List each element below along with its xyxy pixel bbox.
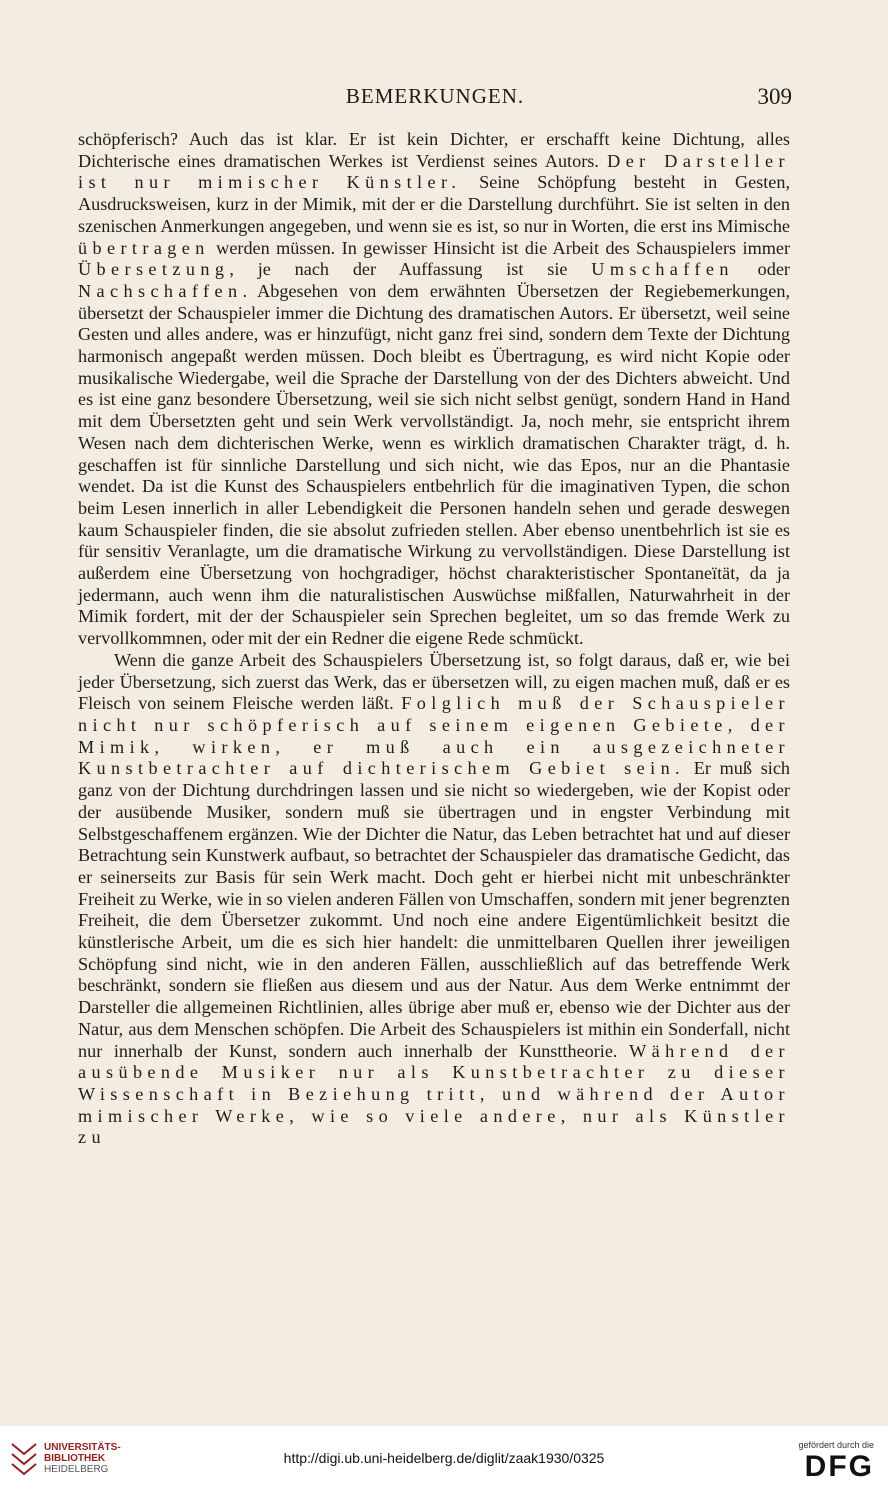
running-title: BEMERKUNGEN. xyxy=(345,84,525,108)
library-name: UNIVERSITÄTS- BIBLIOTHEK HEIDELBERG xyxy=(44,1442,121,1475)
text-run: , je nach der Auffassung ist sie xyxy=(229,259,592,280)
spaced-emphasis: Folglich muß der Schauspieler nicht nur schöpferisch auf seinem eigenen Gebiete, der Mimik, wirken, er muß auch ein ausgezeichneter Kunstbetrachter auf dichterischem Gebiet sein. xyxy=(78,693,790,779)
funder-block xyxy=(798,1440,874,1484)
page-number: 309 xyxy=(757,84,792,109)
funded-by-label: gefördert durch die xyxy=(798,1440,874,1450)
body-text xyxy=(78,129,790,1149)
text-run: Er muß sich ganz von der Dichtung durchdringen lassen und sie nicht so wiedergeben, wie der Kopist oder der ausübende Musiker, sondern muß sie übertragen und in engster Verbindung mit Selbstgeschaffenem ergänzen. Wie der Dichter die Natur, das Leben betrachtet hat und auf dieser Betrachtung sein Kunstwerk aufbaut, so betrachtet der Schauspieler das dramatische Gedicht, das er seinerseits zur Basis für sein Werk macht. Doch geht er hierbei nicht mit unbeschränkter Freiheit zu Werke, wie in so vielen anderen Fällen von Umschaffen, sondern mit jener begrenzten Freiheit, die dem Übersetzer zukommt. Und noch eine andere Eigentümlichkeit besitzt die künstlerische Arbeit, um die es sich hier handelt: die unmittelbaren Quellen ihrer jeweiligen Schöpfung sind nicht, wie in den anderen Fällen, ausschließlich auf das betreffende Werk beschränkt, sondern sie fließen aus diesem und aus der Natur. Aus dem Werke entnimmt der Darsteller die allgemeinen Richtlinien, alles übrige aber muß er, ebenso wie der Dichter aus der Natur, aus dem Menschen schöpfen. Die Arbeit des Schauspielers ist mithin ein Sonderfall, nicht nur innerhalb der Kunst, sondern auch innerhalb der Kunsttheorie. xyxy=(78,758,790,1061)
spaced-emphasis: Übersetzung xyxy=(78,259,230,280)
text-run: Wenn die ganze Arbeit des Schauspielers Übersetzung ist, so folgt daraus, daß er, wie bei jeder Übersetzung, sich zuerst das Werk, das er übersetzen will, zu eigen machen muß, daß er es Fleisch von seinem Fleische werden läßt. xyxy=(78,649,790,714)
text-run: . Abgesehen von dem erwähnten Übersetzen der Regiebemerkungen, übersetzt der Schauspieler immer die Dichtung des dramatischen Autors. Er übersetzt, weil seine Gesten und alles andere, was er hinzufügt, nicht ganz frei sind, sondern dem Texte der Dichtung harmonisch angepaßt werden müssen. Doch bleibt es Übertragung, es wird nicht Kopie oder musikalische Wiedergabe, weil die Sprache der Darstellung von der des Dichters abweicht. Und es ist eine ganz besondere Übersetzung, weil sie sich nicht selbst genügt, sondern Hand in Hand mit dem Übersetzten geht und sein Werk vervollständigt. Ja, noch mehr, sie entspricht ihrem Wesen nach dem dichterischen Werke, wenn es wirklich dramatischen Charakter trägt, d. h. geschaffen ist für sinnliche Darstellung und sich nicht, wie das Epos, nur an die Phantasie wendet. Da ist die Kunst des Schauspielers entbehrlich für die imaginativen Typen, die schon beim Lesen innerlich in aller Lebendigkeit die Personen handeln sehen und gerade deswegen kaum Schauspieler finden, die sie absolut zufrieden stellen. Aber ebenso unentbehrlich ist sie es für sensitiv Veranlagte, um die dramatische Wirkung zu vervollständigen. Diese Darstellung ist außerdem eine Übersetzung von hochgradiger, höchst charakteristischer Spontaneïtät, da ja jedermann, auch wenn ihm die naturalistischen Auswüchse mißfallen, Naturwahrheit in der Mimik fordert, mit der der Schauspieler sein Sprechen begleitet, um so das fremde Werk zu vervollkommnen, oder mit der ein Redner die eigene Rede schmückt. xyxy=(78,280,790,649)
digitization-footer xyxy=(0,1426,888,1497)
source-url-link[interactable]: http://digi.ub.uni-heidelberg.de/diglit/zaak1930/0325 xyxy=(283,1450,605,1466)
spaced-emphasis: Nachschaffen xyxy=(78,280,243,301)
text-run: oder xyxy=(733,259,790,280)
paragraph-2 xyxy=(78,650,790,1149)
text-run: schöpferisch? Auch das ist klar. Er ist kein Dichter, er erschafft keine Dichtung, alles Dichterische eines dramatischen Werkes ist Verdienst seines Autors. xyxy=(78,129,790,171)
dfg-logo: DFG xyxy=(804,1450,874,1483)
spaced-emphasis: Während der ausübende Musiker nur als Kunstbetrachter zu dieser Wissenschaft in Beziehung tritt, und während der Autor mimischer Werke, wie so viele andere, nur als Künstler zu xyxy=(78,1040,790,1148)
spaced-emphasis: Der Darsteller ist nur mimischer Künstler. xyxy=(78,150,790,193)
spaced-emphasis: übertragen xyxy=(78,237,210,258)
text-run: werden müssen. In gewisser Hinsicht ist die Arbeit des Schauspielers immer xyxy=(209,237,790,258)
spaced-emphasis: Umschaffen xyxy=(591,259,734,280)
page-header xyxy=(78,84,792,114)
text-run: Seine Schöpfung besteht in Gesten, Ausdrucksweisen, kurz in der Mimik, mit der er die Darstellung durchführt. Sie ist selten in den szenischen Anmerkungen angegeben, und wenn sie es ist, so nur in Worten, die erst ins Mimische xyxy=(78,172,790,236)
paragraph-1 xyxy=(78,129,790,650)
